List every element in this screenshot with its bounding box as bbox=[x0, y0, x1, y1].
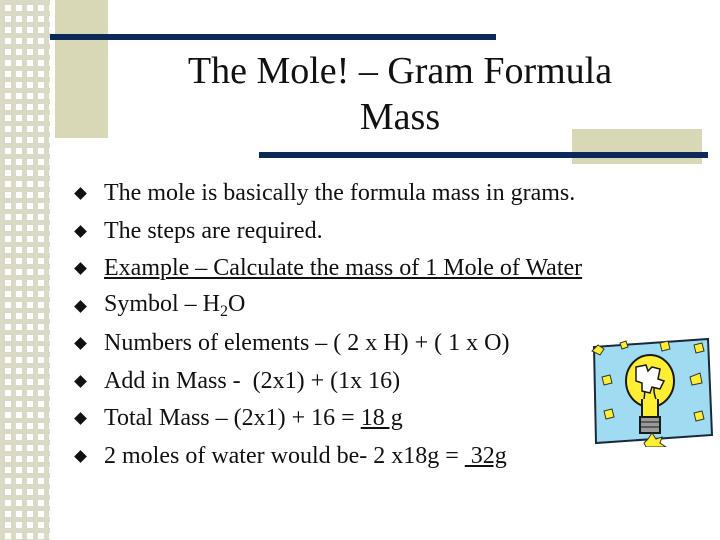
diamond-bullet-icon bbox=[74, 450, 87, 463]
bullet-text: The steps are required. bbox=[104, 217, 323, 244]
diamond-bullet-icon bbox=[74, 375, 87, 388]
bullet-item bbox=[75, 175, 582, 213]
puzzle-piece bbox=[694, 411, 704, 421]
diamond-bullet-icon bbox=[74, 337, 87, 350]
answer-underlined: 32g bbox=[464, 442, 507, 469]
puzzle-piece bbox=[620, 341, 628, 349]
bulb-neck bbox=[642, 399, 658, 417]
bullet-item bbox=[75, 288, 582, 326]
bullet-item bbox=[75, 325, 582, 363]
bullet-item bbox=[75, 213, 582, 251]
tan-accent-block-top bbox=[55, 0, 108, 138]
bullet-text: Numbers of elements – ( 2 x H) + ( 1 x O) bbox=[104, 330, 510, 357]
bullet-text bbox=[104, 405, 403, 432]
bullet-item bbox=[75, 363, 582, 401]
bulb-base bbox=[640, 417, 660, 433]
puzzle-piece bbox=[694, 343, 704, 353]
slide-title-line-1: The Mole! – Gram Formula bbox=[187, 50, 613, 92]
bullet-text-prefix: 2 moles of water would be- 2 x18g = bbox=[104, 442, 465, 469]
puzzle-piece bbox=[602, 375, 612, 385]
diamond-bullet-icon bbox=[74, 300, 87, 313]
diamond-bullet-icon bbox=[74, 225, 87, 238]
puzzle-piece bbox=[604, 409, 614, 419]
formula-prefix: Symbol – H bbox=[104, 291, 221, 318]
bullet-list bbox=[75, 175, 582, 475]
bullet-item bbox=[75, 400, 582, 438]
formula-subscript: 2 bbox=[220, 303, 229, 321]
formula-suffix: O bbox=[228, 291, 246, 318]
diamond-bullet-icon bbox=[74, 412, 87, 425]
diamond-bullet-icon bbox=[74, 262, 87, 275]
title-rule-top bbox=[50, 34, 496, 40]
slide-title bbox=[130, 48, 670, 140]
bullet-text-prefix: Total Mass – (2x1) + 16 = bbox=[104, 405, 361, 432]
puzzle-piece bbox=[660, 341, 670, 351]
bullet-item bbox=[75, 438, 582, 476]
bullet-text: The mole is basically the formula mass in grams. bbox=[104, 180, 576, 207]
answer-underlined: 18 g bbox=[360, 405, 403, 432]
diamond-bullet-icon bbox=[74, 187, 87, 200]
bullet-text: Add in Mass - (2x1) + (1x 16) bbox=[104, 367, 401, 394]
bullet-text bbox=[104, 291, 245, 321]
grid-pattern bbox=[0, 0, 50, 540]
bullet-text bbox=[104, 443, 507, 470]
bullet-text-underlined: Example – Calculate the mass of 1 Mole of Water bbox=[104, 255, 583, 282]
slide-title-line-2: Mass bbox=[359, 96, 441, 138]
bullet-item bbox=[75, 250, 582, 288]
title-rule-bottom bbox=[259, 152, 708, 158]
lightbulb-puzzle-icon bbox=[590, 337, 714, 447]
